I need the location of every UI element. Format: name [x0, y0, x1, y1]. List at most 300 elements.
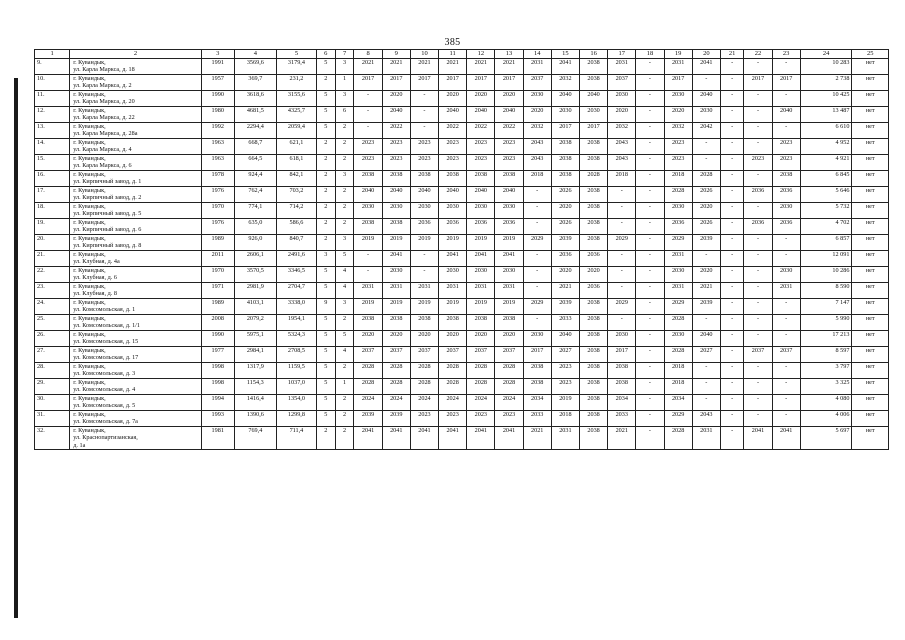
table-cell: 1354,0	[276, 395, 316, 411]
table-cell: 2029	[608, 299, 636, 315]
table-cell: -	[772, 315, 800, 331]
table-cell: 2036	[467, 219, 495, 235]
table-cell: 2038	[551, 171, 579, 187]
table-cell: 2	[335, 187, 354, 203]
table-cell: 2018	[551, 411, 579, 427]
table-cell: -	[354, 107, 382, 123]
table-cell: -	[608, 219, 636, 235]
table-cell: нет	[852, 91, 889, 107]
address-cell: г. Кувандык, ул. Комсомольская, д. 3	[70, 363, 202, 379]
table-cell: -	[636, 139, 664, 155]
cost-cell: 5 990	[800, 315, 852, 331]
column-header-24: 24	[800, 50, 852, 59]
table-cell: 2017	[608, 347, 636, 363]
table-cell: 2024	[410, 395, 438, 411]
table-cell: -	[720, 219, 743, 235]
table-row	[35, 283, 889, 299]
table-cell: 2043	[608, 155, 636, 171]
table-cell: 2038	[354, 171, 382, 187]
table-cell: 2011	[201, 251, 234, 267]
row-number: 21.	[35, 251, 70, 267]
table-cell: 1963	[201, 155, 234, 171]
table-cell: 2020	[692, 267, 720, 283]
table-cell: 2043	[523, 155, 551, 171]
table-cell: нет	[852, 299, 889, 315]
table-row	[35, 347, 889, 363]
column-header-7: 7	[335, 50, 354, 59]
table-cell: -	[744, 299, 772, 315]
table-cell: 2038	[579, 235, 607, 251]
table-cell: 1317,9	[234, 363, 276, 379]
address-cell: г. Кувандык, ул. Краснопартизанская, д. 1а	[70, 427, 202, 450]
table-cell: 4103,1	[234, 299, 276, 315]
row-number: 27.	[35, 347, 70, 363]
table-cell: -	[608, 203, 636, 219]
row-number: 19.	[35, 219, 70, 235]
row-number: 25.	[35, 315, 70, 331]
table-row	[35, 299, 889, 315]
table-cell: нет	[852, 427, 889, 450]
table-cell: 840,7	[276, 235, 316, 251]
table-cell: -	[720, 155, 743, 171]
table-cell: -	[744, 91, 772, 107]
address-cell: г. Кувандык, ул. Комсомольская, д. 7а	[70, 411, 202, 427]
address-cell: г. Кувандык, ул. Клубная, д. 8	[70, 283, 202, 299]
table-cell: 2038	[772, 171, 800, 187]
table-cell: 1990	[201, 331, 234, 347]
table-cell: 2031	[551, 427, 579, 450]
address-cell: г. Кувандык, ул. Комсомольская, д. 15	[70, 331, 202, 347]
table-cell: 2039	[382, 411, 410, 427]
table-cell: 2030	[608, 91, 636, 107]
table-cell: 2041	[410, 427, 438, 450]
table-cell: 2034	[523, 395, 551, 411]
table-cell: 2037	[354, 347, 382, 363]
table-cell: 3	[335, 59, 354, 75]
table-cell: 1390,6	[234, 411, 276, 427]
table-cell: 2040	[579, 91, 607, 107]
table-cell: 2034	[664, 395, 692, 411]
table-cell: 1971	[201, 283, 234, 299]
table-cell: -	[692, 379, 720, 395]
table-cell: 2036	[551, 251, 579, 267]
table-cell: 2030	[467, 267, 495, 283]
table-cell: -	[720, 427, 743, 450]
table-cell: 2020	[608, 107, 636, 123]
table-cell: 2	[335, 155, 354, 171]
table-cell: 2041	[439, 427, 467, 450]
table-row	[35, 91, 889, 107]
table-cell: 2019	[495, 235, 523, 251]
cost-cell: 4 080	[800, 395, 852, 411]
table-cell: 1970	[201, 267, 234, 283]
table-cell: -	[772, 123, 800, 139]
table-cell: 5	[316, 363, 335, 379]
table-cell: 703,2	[276, 187, 316, 203]
table-cell: 2023	[439, 155, 467, 171]
table-cell: 5	[316, 315, 335, 331]
table-cell: -	[772, 59, 800, 75]
table-cell: 2023	[410, 411, 438, 427]
table-cell: 2031	[772, 283, 800, 299]
table-cell: 2028	[664, 315, 692, 331]
table-cell: 2039	[551, 299, 579, 315]
table-cell: -	[720, 411, 743, 427]
table-cell: 2038	[382, 171, 410, 187]
table-cell: 2031	[495, 283, 523, 299]
table-cell: 1977	[201, 347, 234, 363]
table-cell: 2028	[467, 379, 495, 395]
table-cell: 2028	[664, 187, 692, 203]
table-cell: 2028	[579, 171, 607, 187]
row-number: 31.	[35, 411, 70, 427]
table-cell: 2028	[495, 379, 523, 395]
table-cell: 4	[335, 283, 354, 299]
table-cell: 4	[335, 267, 354, 283]
table-cell: 2	[335, 315, 354, 331]
column-header-2: 2	[70, 50, 202, 59]
table-cell: 668,7	[234, 139, 276, 155]
table-cell: 2034	[608, 395, 636, 411]
table-row	[35, 59, 889, 75]
table-cell: 2037	[608, 75, 636, 91]
table-cell: нет	[852, 363, 889, 379]
address-cell: г. Кувандык, ул. Кирпичный завод, д. 5	[70, 203, 202, 219]
table-cell: 1	[335, 379, 354, 395]
table-cell: 2021	[354, 59, 382, 75]
table-cell: 2036	[579, 283, 607, 299]
table-cell: -	[744, 331, 772, 347]
table-cell: 2020	[410, 331, 438, 347]
table-cell: 2030	[664, 203, 692, 219]
table-cell: 2032	[523, 123, 551, 139]
table-cell: 714,2	[276, 203, 316, 219]
column-header-25: 25	[852, 50, 889, 59]
table-cell: 2040	[692, 91, 720, 107]
table-cell: 2027	[551, 347, 579, 363]
table-cell: 2020	[551, 203, 579, 219]
table-cell: 2030	[523, 331, 551, 347]
row-number: 22.	[35, 267, 70, 283]
table-cell: 2023	[772, 155, 800, 171]
table-cell: 2038	[495, 171, 523, 187]
column-header-1: 1	[35, 50, 70, 59]
table-cell: 2023	[467, 139, 495, 155]
table-cell: 2024	[495, 395, 523, 411]
table-cell: 2019	[410, 235, 438, 251]
column-header-9: 9	[382, 50, 410, 59]
table-cell: 2017	[354, 75, 382, 91]
table-cell: -	[744, 235, 772, 251]
table-cell: 2020	[382, 91, 410, 107]
address-cell: г. Кувандык, ул. Карла Маркса, д. 4	[70, 139, 202, 155]
table-cell: 5	[316, 123, 335, 139]
column-header-11: 11	[439, 50, 467, 59]
table-cell: 2030	[692, 107, 720, 123]
table-cell: 5	[316, 91, 335, 107]
table-cell: 2032	[608, 123, 636, 139]
cost-cell: 4 702	[800, 219, 852, 235]
table-cell: -	[692, 363, 720, 379]
table-cell: 2059,4	[276, 123, 316, 139]
table-cell: -	[744, 411, 772, 427]
row-number: 13.	[35, 123, 70, 139]
table-cell: 2017	[772, 75, 800, 91]
cost-cell: 7 147	[800, 299, 852, 315]
table-cell: -	[744, 251, 772, 267]
table-cell: -	[744, 395, 772, 411]
table-cell: -	[720, 331, 743, 347]
table-cell: -	[744, 107, 772, 123]
table-cell: 2041	[772, 427, 800, 450]
table-cell: -	[354, 267, 382, 283]
table-cell: нет	[852, 123, 889, 139]
table-cell: 2041	[495, 251, 523, 267]
table-cell: 2038	[579, 203, 607, 219]
table-cell: 2030	[664, 91, 692, 107]
table-cell: 1998	[201, 363, 234, 379]
table-cell: 2030	[382, 267, 410, 283]
table-cell: 2023	[551, 363, 579, 379]
table-cell: 2040	[467, 107, 495, 123]
table-cell: 2038	[523, 363, 551, 379]
table-cell: -	[744, 123, 772, 139]
table-cell: 1159,5	[276, 363, 316, 379]
table-cell: нет	[852, 59, 889, 75]
address-cell: г. Кувандык, ул. Кирпичный завод, д. 6	[70, 219, 202, 235]
table-cell: 2	[335, 219, 354, 235]
table-cell: 2038	[354, 219, 382, 235]
table-cell: 2039	[354, 411, 382, 427]
table-cell: 2021	[382, 59, 410, 75]
table-cell: 2038	[410, 315, 438, 331]
table-cell: 2028	[495, 363, 523, 379]
table-cell: 2023	[772, 139, 800, 155]
table-cell: 2038	[608, 363, 636, 379]
table-cell: 5	[316, 395, 335, 411]
row-number: 12.	[35, 107, 70, 123]
table-cell: 1976	[201, 219, 234, 235]
table-cell: 2028	[692, 171, 720, 187]
table-cell: 2038	[579, 331, 607, 347]
table-cell: 2041	[692, 59, 720, 75]
table-cell: -	[772, 363, 800, 379]
row-number: 15.	[35, 155, 70, 171]
table-cell: 2008	[201, 315, 234, 331]
table-cell: 2031	[467, 283, 495, 299]
table-cell: 2029	[523, 235, 551, 251]
page-number: 385	[444, 37, 461, 48]
table-cell: 1980	[201, 107, 234, 123]
table-cell: 2031	[692, 427, 720, 450]
table-row	[35, 427, 889, 450]
table-cell: 2019	[439, 235, 467, 251]
table-cell: -	[636, 171, 664, 187]
table-cell: 2022	[495, 123, 523, 139]
table-cell: -	[744, 379, 772, 395]
table-cell: 2029	[664, 411, 692, 427]
cost-cell: 5 697	[800, 427, 852, 450]
table-cell: 2040	[495, 107, 523, 123]
table-cell: 2017	[744, 75, 772, 91]
table-cell: 2031	[523, 59, 551, 75]
table-cell: 2030	[495, 267, 523, 283]
column-header-4: 4	[234, 50, 276, 59]
table-cell: 2038	[523, 379, 551, 395]
table-cell: 2030	[354, 203, 382, 219]
table-cell: нет	[852, 347, 889, 363]
table-cell: 664,5	[234, 155, 276, 171]
row-number: 30.	[35, 395, 70, 411]
table-cell: 2020	[354, 331, 382, 347]
table-cell: -	[636, 155, 664, 171]
table-cell: -	[608, 251, 636, 267]
table-cell: 1990	[201, 91, 234, 107]
table-cell: 5	[335, 251, 354, 267]
table-cell: 2038	[579, 379, 607, 395]
table-cell: 2043	[692, 411, 720, 427]
table-cell: 3	[335, 299, 354, 315]
address-cell: г. Кувандык, ул. Кирпичный завод, д. 1	[70, 171, 202, 187]
address-cell: г. Кувандык, ул. Комсомольская, д. 5	[70, 395, 202, 411]
table-cell: 2704,7	[276, 283, 316, 299]
table-cell: 2040	[354, 187, 382, 203]
table-cell: нет	[852, 379, 889, 395]
table-cell: 2038	[467, 315, 495, 331]
table-row	[35, 235, 889, 251]
table-cell: 2023	[467, 155, 495, 171]
table-cell: -	[410, 251, 438, 267]
table-cell: 2041	[467, 251, 495, 267]
table-cell: 2	[316, 219, 335, 235]
table-cell: -	[720, 123, 743, 139]
table-cell: 2023	[467, 411, 495, 427]
table-cell: 5	[316, 347, 335, 363]
table-cell: 2024	[467, 395, 495, 411]
table-cell: 3179,4	[276, 59, 316, 75]
table-cell: -	[720, 363, 743, 379]
table-row	[35, 75, 889, 91]
table-cell: 2037	[410, 347, 438, 363]
table-cell: нет	[852, 155, 889, 171]
table-cell: 1037,0	[276, 379, 316, 395]
table-cell: 2028	[467, 363, 495, 379]
table-cell: 2030	[382, 203, 410, 219]
table-cell: 2031	[410, 283, 438, 299]
table-cell: 2039	[551, 235, 579, 251]
table-row	[35, 171, 889, 187]
table-cell: 2030	[664, 267, 692, 283]
table-cell: 2029	[664, 299, 692, 315]
cost-cell: 13 487	[800, 107, 852, 123]
table-cell: нет	[852, 267, 889, 283]
table-cell: 2028	[664, 347, 692, 363]
table-cell: 2030	[664, 331, 692, 347]
table-cell: 2027	[692, 347, 720, 363]
table-cell: 4325,7	[276, 107, 316, 123]
table-cell: 2031	[354, 283, 382, 299]
table-cell: 2079,2	[234, 315, 276, 331]
table-cell: 2021	[410, 59, 438, 75]
table-cell: 2040	[410, 187, 438, 203]
table-cell: 2038	[579, 299, 607, 315]
cost-cell: 10 425	[800, 91, 852, 107]
table-cell: 2036	[744, 187, 772, 203]
table-cell: 2	[316, 235, 335, 251]
table-cell: -	[636, 203, 664, 219]
table-cell: -	[608, 315, 636, 331]
table-cell: 2040	[551, 91, 579, 107]
table-cell: -	[354, 251, 382, 267]
table-cell: 2023	[382, 139, 410, 155]
table-cell: 2491,6	[276, 251, 316, 267]
table-cell: нет	[852, 235, 889, 251]
table-cell: -	[636, 107, 664, 123]
address-cell: г. Кувандык, ул. Карла Маркса, д. 2	[70, 75, 202, 91]
table-cell: -	[636, 347, 664, 363]
table-cell: 2021	[692, 283, 720, 299]
address-cell: г. Кувандык, ул. Комсомольская, д. 1	[70, 299, 202, 315]
table-cell: 2026	[692, 219, 720, 235]
cost-cell: 6 845	[800, 171, 852, 187]
table-cell: 924,4	[234, 171, 276, 187]
table-cell: -	[720, 315, 743, 331]
row-number: 24.	[35, 299, 70, 315]
table-cell: 2	[335, 395, 354, 411]
table-cell: 3	[316, 251, 335, 267]
table-cell: 2019	[551, 395, 579, 411]
table-cell: 5	[316, 267, 335, 283]
cost-cell: 5 646	[800, 187, 852, 203]
table-cell: -	[720, 91, 743, 107]
table-cell: 2021	[523, 427, 551, 450]
table-cell: -	[744, 283, 772, 299]
table-row	[35, 219, 889, 235]
table-row	[35, 203, 889, 219]
table-cell: 3	[335, 91, 354, 107]
table-cell: 2020	[467, 331, 495, 347]
table-cell: 2984,1	[234, 347, 276, 363]
table-cell: -	[636, 427, 664, 450]
table-cell: 2031	[439, 283, 467, 299]
table-cell: 3155,6	[276, 91, 316, 107]
table-cell: 2017	[551, 123, 579, 139]
table-cell: 2017	[439, 75, 467, 91]
table-cell: 1991	[201, 59, 234, 75]
table-cell: 2017	[523, 347, 551, 363]
table-cell: 2031	[608, 59, 636, 75]
table-cell: 2040	[382, 107, 410, 123]
table-cell: 2032	[551, 75, 579, 91]
column-header-21: 21	[720, 50, 743, 59]
table-cell: 2017	[495, 75, 523, 91]
table-cell: 2708,5	[276, 347, 316, 363]
cost-cell: 17 213	[800, 331, 852, 347]
cost-cell: 4 921	[800, 155, 852, 171]
address-cell: г. Кувандык, ул. Клубная, д. 4а	[70, 251, 202, 267]
table-cell: 1989	[201, 235, 234, 251]
table-cell: -	[772, 299, 800, 315]
table-cell: 2	[316, 75, 335, 91]
column-header-16: 16	[579, 50, 607, 59]
table-cell: 2026	[551, 187, 579, 203]
table-cell: 5975,1	[234, 331, 276, 347]
table-cell: 2023	[744, 155, 772, 171]
table-cell: 2020	[495, 331, 523, 347]
table-cell: 2033	[608, 411, 636, 427]
binding-edge-bar	[14, 78, 18, 618]
table-cell: 2038	[551, 155, 579, 171]
